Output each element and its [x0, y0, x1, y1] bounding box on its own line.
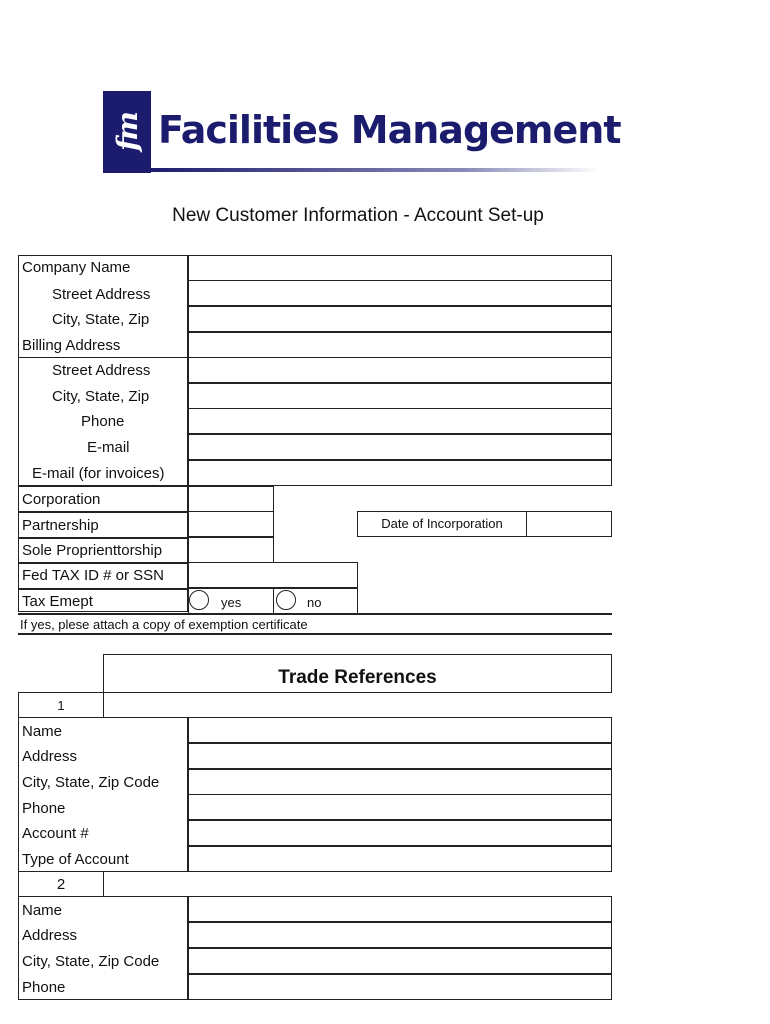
company-name-input[interactable] [188, 255, 612, 281]
billing-address-label: Billing Address [22, 337, 121, 354]
ref-1-type-label: Type of Account [22, 851, 129, 868]
tax-exempt-label: Tax Emept [22, 593, 93, 610]
ref-2-city-label: City, State, Zip Code [22, 953, 160, 970]
divider [18, 613, 612, 615]
phone-input[interactable] [188, 408, 612, 434]
partnership-checkbox[interactable] [188, 511, 274, 537]
divider [18, 485, 188, 487]
ref-1-address-input[interactable] [188, 743, 612, 769]
phone-label: Phone [81, 413, 125, 430]
divider [18, 633, 612, 635]
email-invoices-input[interactable] [188, 460, 612, 486]
ref-2-city-input[interactable] [188, 948, 612, 974]
company-name-label: Company Name [22, 259, 131, 276]
fed-tax-input[interactable] [188, 562, 358, 588]
ref-1-phone-input[interactable] [188, 794, 612, 820]
yes-label: yes [221, 595, 242, 610]
billing-street-label: Street Address [52, 362, 151, 379]
email-input[interactable] [188, 434, 612, 460]
ref-2-phone-input[interactable] [188, 974, 612, 1000]
ref-2-name-label: Name [22, 902, 63, 919]
date-incorporation-label: Date of Incorporation [381, 516, 503, 531]
email-invoices-label: E-mail (for invoices) [32, 465, 165, 482]
exemption-note: If yes, plese attach a copy of exemption certificate [20, 617, 308, 632]
logo-text: Facilities Management [158, 108, 621, 152]
trade-references-title: Trade References [278, 667, 437, 688]
ref-2-name-input[interactable] [188, 896, 612, 922]
ref-2-phone-label: Phone [22, 979, 66, 996]
street-address-input[interactable] [188, 280, 612, 306]
tax-exempt-no-radio[interactable] [276, 590, 296, 610]
billing-street-input[interactable] [188, 357, 612, 383]
logo-mark: fm [110, 113, 144, 151]
no-label: no [307, 595, 322, 610]
ref-2-address-input[interactable] [188, 922, 612, 948]
ref-1-city-input[interactable] [188, 769, 612, 795]
sole-checkbox[interactable] [188, 537, 274, 563]
fed-tax-label: Fed TAX ID # or SSN [22, 567, 164, 584]
ref-1-number: 1 [57, 698, 65, 713]
ref-1-name-input[interactable] [188, 717, 612, 743]
corporation-label: Corporation [22, 491, 101, 508]
ref-1-account-input[interactable] [188, 820, 612, 846]
ref-2-number: 2 [56, 876, 66, 893]
ref-1-phone-label: Phone [22, 800, 66, 817]
date-incorporation-input[interactable] [526, 511, 612, 537]
billing-city-label: City, State, Zip [52, 388, 150, 405]
ref-1-name-label: Name [22, 723, 63, 740]
ref-1-type-input[interactable] [188, 846, 612, 872]
tax-exempt-yes-radio[interactable] [189, 590, 209, 610]
partnership-label: Partnership [22, 517, 99, 534]
form-title: New Customer Information - Account Set-up [172, 205, 544, 226]
email-label: E-mail [87, 439, 130, 456]
city-state-zip-input[interactable] [188, 306, 612, 332]
billing-address-input[interactable] [188, 332, 612, 358]
ref-1-address-label: Address [22, 748, 78, 765]
street-address-label: Street Address [52, 286, 151, 303]
sole-label: Sole Proprienttorship [22, 542, 163, 559]
ref-2-address-label: Address [22, 927, 78, 944]
logo-underline [150, 168, 600, 172]
corporation-checkbox[interactable] [188, 486, 274, 512]
ref-1-account-label: Account # [22, 825, 89, 842]
billing-city-input[interactable] [188, 383, 612, 409]
ref-1-city-label: City, State, Zip Code [22, 774, 160, 791]
city-state-zip-label: City, State, Zip [52, 311, 150, 328]
